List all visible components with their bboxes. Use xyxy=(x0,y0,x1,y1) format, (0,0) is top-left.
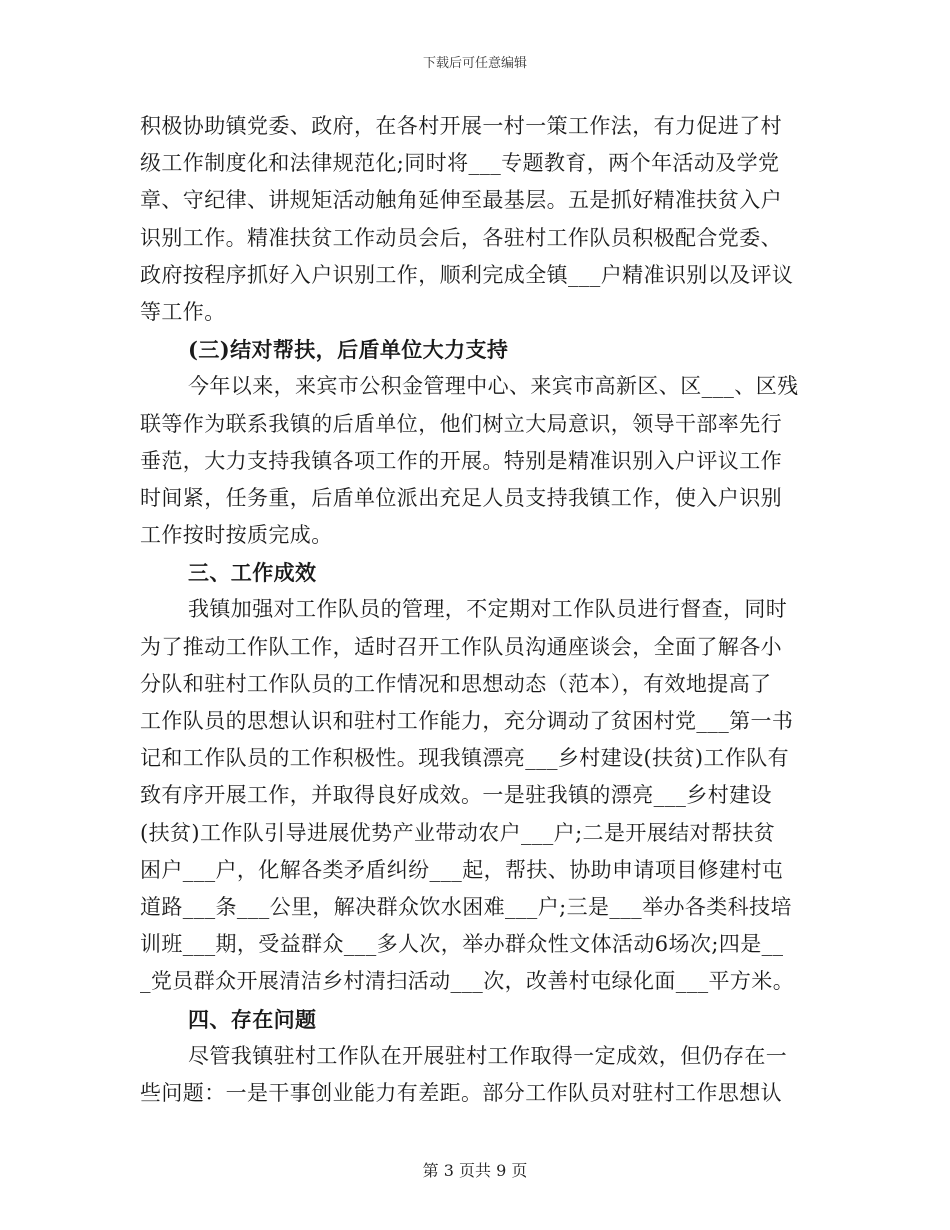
paragraph-line: 识别工作。精准扶贫工作动员会后，各驻村工作队员积极配合党委、 xyxy=(140,225,782,250)
section-heading: (三)结对帮扶，后盾单位大力支持 xyxy=(188,337,509,363)
paragraph-line: 困户___户，化解各类矛盾纠纷___起，帮扶、协助申请项目修建村屯 xyxy=(140,857,784,882)
paragraph-line: 工作队员的思想认识和驻村工作能力，充分调动了贫困村党___第一书 xyxy=(140,709,794,733)
paragraph-line: (扶贫)工作队引导进展优势产业带动农户___户;二是开展结对帮扶贫 xyxy=(140,820,776,845)
section-heading: 三、工作成效 xyxy=(188,560,317,586)
paragraph-line: 尽管我镇驻村工作队在开展驻村工作取得一定成效，但仍存在一 xyxy=(188,1043,788,1068)
paragraph-line: _党员群众开展清洁乡村清扫活动___次，改善村屯绿化面___平方米。 xyxy=(140,969,795,994)
page-footer: 第 3 页共 9 页 xyxy=(422,1161,528,1180)
paragraph-line: 分队和驻村工作队员的工作情况和思想动态（范本），有效地提高了 xyxy=(140,671,772,696)
document-body xyxy=(140,108,812,1112)
paragraph-line: 些问题：一是干事创业能力有差距。部分工作队员对驻村工作思想认 xyxy=(140,1080,782,1105)
paragraph-line: 道路___条___公里，解决群众饮水困难___户;三是___举办各类科技培 xyxy=(140,894,792,919)
paragraph-line: 工作按时按质完成。 xyxy=(140,523,333,548)
paragraph-line: 政府按程序抓好入户识别工作，顺利完成全镇___户精准识别以及评议 xyxy=(140,262,794,287)
paragraph-line: 级工作制度化和法律规范化;同时将___专题教育，两个年活动及学党 xyxy=(140,151,780,176)
paragraph-line: 垂范，大力支持我镇各项工作的开展。特别是精准识别入户评议工作 xyxy=(140,448,782,473)
paragraph-line: 等工作。 xyxy=(140,299,226,324)
paragraph-line: 章、守纪律、讲规矩活动触角延伸至最基层。五是抓好精准扶贫入户 xyxy=(140,188,782,213)
section-heading: 四、存在问题 xyxy=(188,1006,317,1032)
paragraph-line: 为了推动工作队工作，适时召开工作队员沟通座谈会，全面了解各小 xyxy=(140,634,782,659)
paragraph-line: 记和工作队员的工作积极性。现我镇漂亮___乡村建设(扶贫)工作队有 xyxy=(140,746,790,771)
paragraph-line: 联等作为联系我镇的后盾单位，他们树立大局意识，领导干部率先行 xyxy=(140,411,782,436)
page-header: 下载后可任意编辑 xyxy=(422,56,527,71)
paragraph-line: 我镇加强对工作队员的管理，不定期对工作队员进行督查，同时 xyxy=(188,597,788,622)
paragraph-line: 积极协助镇党委、政府，在各村开展一村一策工作法，有力促进了村 xyxy=(140,114,782,138)
paragraph-line: 致有序开展工作，并取得良好成效。一是驻我镇的漂亮___乡村建设 xyxy=(140,783,772,808)
paragraph-line: 训班___期，受益群众___多人次，举办群众性文体活动6场次;四是__ xyxy=(140,932,784,957)
paragraph-line: 今年以来，来宾市公积金管理中心、来宾市高新区、区___、区残 xyxy=(188,374,799,399)
paragraph-line: 时间紧，任务重，后盾单位派出充足人员支持我镇工作，使入户识别 xyxy=(140,485,782,510)
